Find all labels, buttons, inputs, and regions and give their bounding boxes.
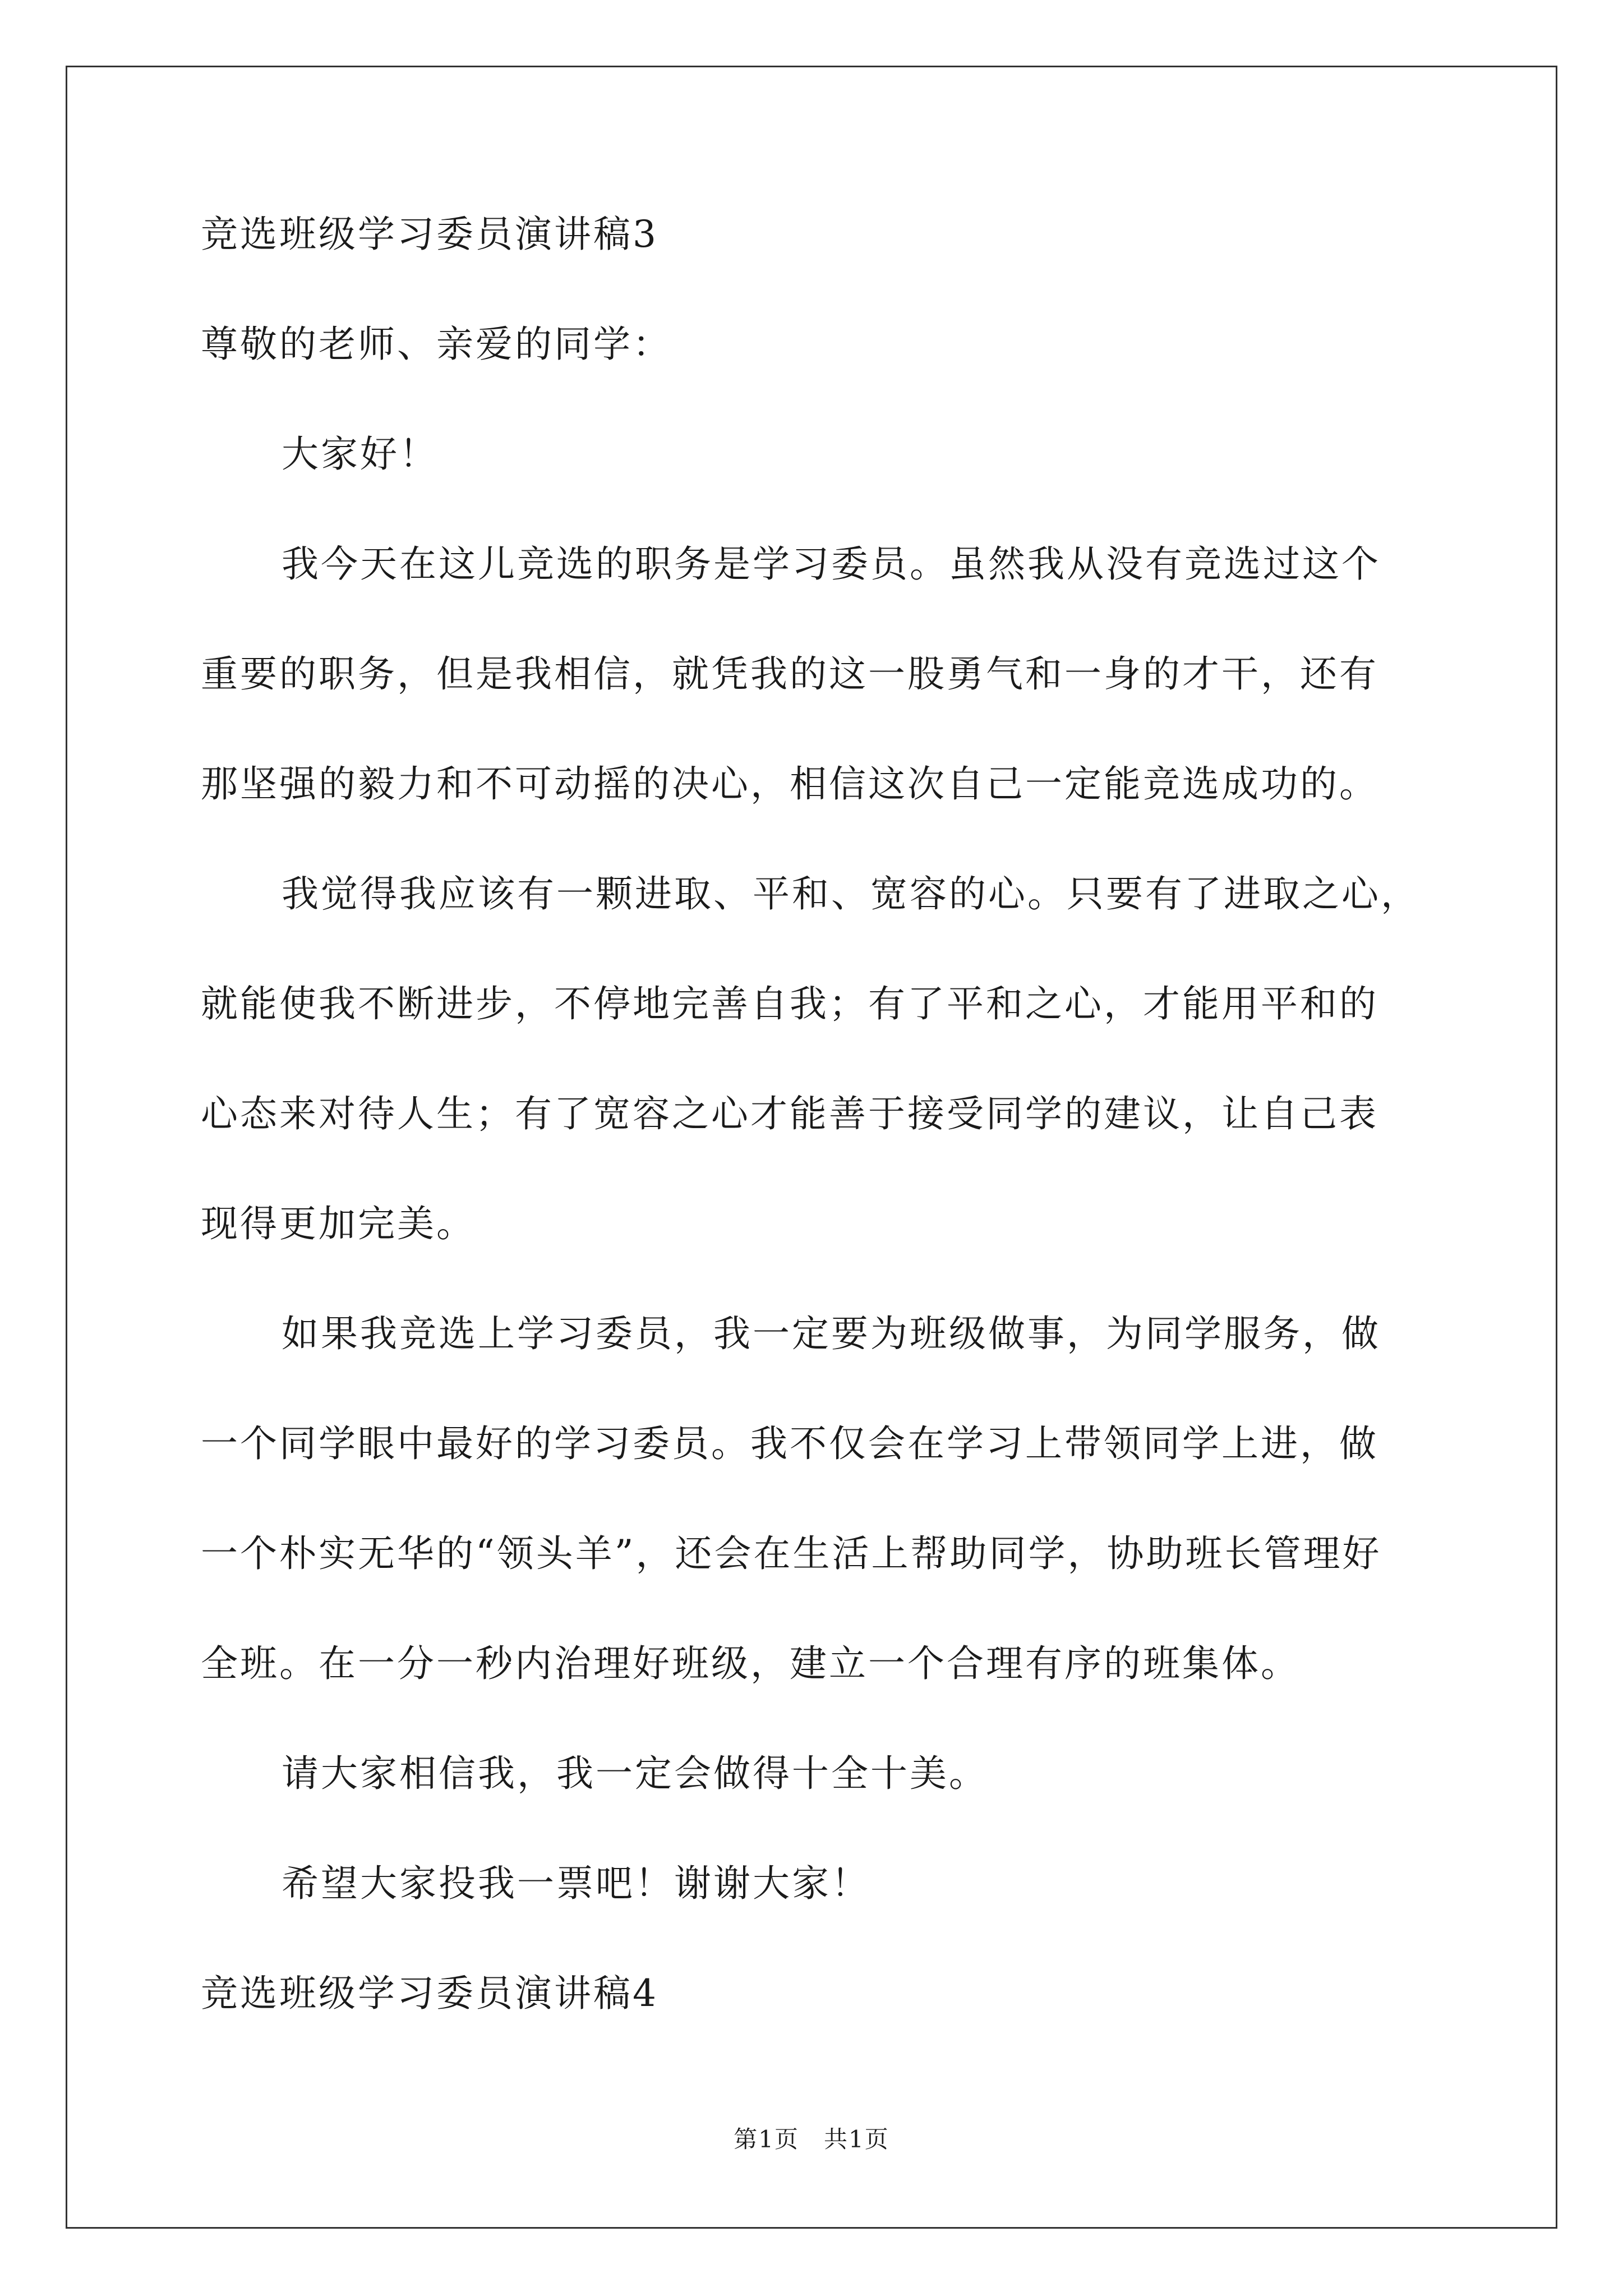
- speech-title-4: 竞选班级学习委员演讲稿4: [201, 1972, 658, 2015]
- paragraph-1-line-2: 重要的职务，但是我相信，就凭我的这一股勇气和一身的才干，还有: [201, 652, 1378, 696]
- paragraph-1-line-1: 我今天在这儿竞选的职务是学习委员。虽然我从没有竞选过这个: [282, 542, 1381, 586]
- paragraph-2-line-4: 现得更加完美。: [201, 1202, 476, 1245]
- paragraph-2-line-2: 就能使我不断进步，不停地完善自我；有了平和之心，才能用平和的: [201, 982, 1378, 1025]
- paragraph-3-line-2: 一个同学眼中最好的学习委员。我不仅会在学习上带领同学上进，做: [201, 1422, 1378, 1465]
- speech-title-3: 竞选班级学习委员演讲稿3: [201, 213, 658, 256]
- paragraph-3-line-1: 如果我竞选上学习委员，我一定要为班级做事，为同学服务，做: [282, 1312, 1381, 1355]
- paragraph-2-line-1: 我觉得我应该有一颗进取、平和、宽容的心。只要有了进取之心，: [282, 872, 1420, 915]
- paragraph-4: 请大家相信我，我一定会做得十全十美。: [282, 1752, 988, 1795]
- paragraph-3-line-4: 全班。在一分一秒内治理好班级，建立一个合理有序的班集体。: [201, 1642, 1300, 1685]
- page-number-footer: 第1页 共1页: [734, 2125, 889, 2153]
- greeting: 大家好！: [282, 432, 439, 476]
- paragraph-3-line-3: 一个朴实无华的“领头羊”，还会在生活上帮助同学，协助班长管理好: [201, 1532, 1382, 1575]
- paragraph-2-line-3: 心态来对待人生；有了宽容之心才能善于接受同学的建议，让自己表: [201, 1092, 1378, 1135]
- salutation: 尊敬的老师、亲爱的同学：: [201, 323, 672, 366]
- paragraph-5: 希望大家投我一票吧！谢谢大家！: [282, 1862, 870, 1905]
- paragraph-1-line-3: 那坚强的毅力和不可动摇的决心，相信这次自己一定能竞选成功的。: [201, 762, 1378, 806]
